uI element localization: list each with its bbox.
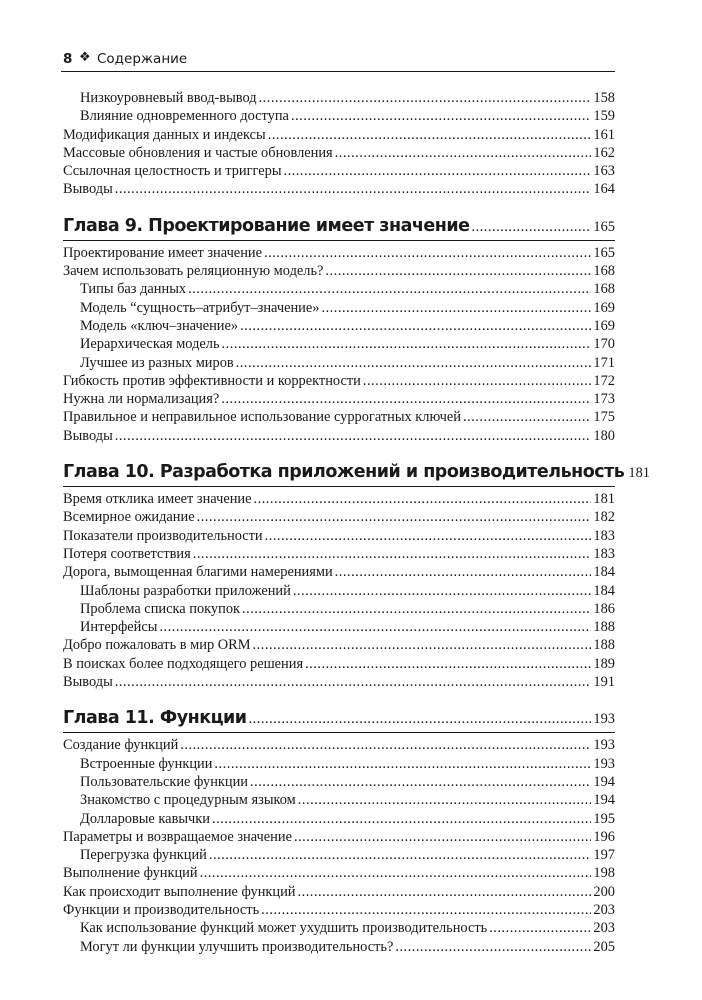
toc-title: Выводы [63, 427, 113, 444]
dot-leader [305, 655, 591, 673]
toc-page-number: 183 [593, 545, 615, 562]
toc-subentry [63, 755, 615, 773]
toc-entry [63, 527, 615, 545]
toc-page-number: 194 [593, 773, 615, 790]
dot-leader [293, 582, 592, 600]
toc-page-number: 197 [593, 847, 615, 864]
toc-page-number: 164 [593, 181, 615, 198]
toc-subentry [63, 938, 615, 956]
toc-page-number: 191 [593, 674, 615, 691]
toc-page-number: 165 [593, 218, 615, 235]
toc-page-number: 188 [593, 637, 615, 654]
toc-page-number: 181 [593, 491, 615, 508]
toc-entry [63, 427, 615, 445]
dot-leader [197, 508, 592, 526]
toc-title: Нужна ли нормализация? [63, 391, 220, 408]
toc-title: Всемирное ожидание [63, 509, 195, 526]
toc-entry [63, 563, 615, 581]
dot-leader [268, 126, 592, 144]
dot-leader [259, 89, 592, 107]
toc-entry [63, 162, 615, 180]
dot-leader [335, 144, 592, 162]
toc-title: Низкоуровневый ввод-вывод [80, 90, 257, 106]
toc-entry [63, 673, 615, 691]
toc-subentry [63, 335, 615, 353]
toc-title: Правильное и неправильное использование суррогатных ключей [63, 409, 462, 426]
dot-leader [264, 244, 591, 262]
toc-title: Пользовательские функции [80, 773, 248, 790]
toc-page-number: 170 [593, 336, 615, 353]
toc-page-number: 203 [593, 901, 615, 918]
toc-page-number: 181 [628, 465, 650, 482]
dot-leader [222, 335, 592, 353]
toc-page-number: 169 [593, 317, 615, 334]
toc-title: Модель “сущность–атрибут–значение» [80, 299, 320, 316]
toc-page-number: 180 [593, 427, 615, 444]
toc-page-number: 159 [593, 108, 615, 125]
toc-subentry [63, 919, 615, 937]
toc-title: Зачем использовать реляционную модель? [63, 263, 324, 280]
toc-entry [63, 901, 615, 919]
toc-entry [63, 244, 615, 262]
toc-entry [63, 262, 615, 280]
toc-title: Функции и производительность [63, 901, 260, 918]
toc-title: Как использование функций может ухудшить производительность [80, 920, 488, 937]
dot-leader [200, 864, 592, 882]
toc-page-number: 200 [593, 883, 615, 900]
toc-title: Модель «ключ–значение» [80, 317, 239, 334]
toc-title: Выполнение функций [63, 865, 198, 882]
toc-page-number: 186 [593, 600, 615, 617]
dot-leader [471, 215, 591, 239]
toc-page-number: 173 [593, 391, 615, 408]
dot-leader [115, 180, 592, 198]
toc-title: Показатели производительности [63, 527, 263, 544]
dot-leader [489, 919, 591, 937]
dot-leader [321, 299, 591, 317]
table-of-contents [63, 89, 650, 956]
toc-page-number: 184 [593, 564, 615, 581]
toc-title: Проектирование имеет значение [63, 244, 262, 261]
toc-title: Интерфейсы [80, 619, 158, 636]
toc-title: Выводы [63, 674, 113, 691]
toc-entry [63, 828, 615, 846]
dot-leader [115, 673, 592, 691]
toc-chapter-heading [63, 214, 615, 241]
toc-page-number: 195 [593, 810, 615, 827]
toc-title: Лучшее из разных миров [80, 354, 234, 371]
toc-title: Гибкость против эффективности и корректности [63, 372, 361, 389]
toc-chapter-heading [63, 460, 650, 487]
dot-leader [212, 810, 591, 828]
toc-subentry [63, 846, 615, 864]
toc-title: Добро пожаловать в мир ORM [63, 637, 251, 654]
dot-leader [463, 408, 591, 426]
toc-page-number: 165 [593, 244, 615, 261]
toc-title: Выводы [63, 181, 113, 198]
toc-title: В поисках более подходящего решения [63, 655, 304, 672]
toc-subentry [63, 791, 615, 809]
toc-title: Могут ли функции улучшить производительность? [80, 938, 394, 955]
toc-entry [63, 883, 615, 901]
toc-page-number: 161 [593, 126, 615, 143]
toc-entry [63, 144, 615, 162]
toc-title: Массовые обновления и частые обновления [63, 144, 333, 161]
dot-leader [261, 901, 591, 919]
dot-leader [298, 791, 592, 809]
toc-page-number: 194 [593, 792, 615, 809]
toc-title: Влияние одновременного доступа [80, 108, 289, 125]
toc-page-number: 196 [593, 828, 615, 845]
dot-leader [254, 490, 592, 508]
dot-leader [250, 773, 591, 791]
dot-leader [395, 938, 591, 956]
toc-entry [63, 636, 615, 654]
toc-title: Иерархическая модель [80, 336, 220, 353]
toc-page-number: 175 [593, 409, 615, 426]
dot-leader [325, 262, 591, 280]
dot-leader [253, 636, 592, 654]
dot-leader [240, 317, 591, 335]
toc-subentry [63, 773, 615, 791]
toc-page-number: 169 [593, 299, 615, 316]
toc-subentry [63, 280, 615, 298]
toc-title: Шаблоны разработки приложений [80, 582, 291, 599]
toc-page-number: 163 [593, 163, 615, 180]
running-header [61, 49, 615, 73]
toc-page-number: 193 [593, 711, 615, 728]
toc-chapter-heading [63, 706, 615, 733]
toc-entry [63, 126, 615, 144]
dot-leader [298, 883, 592, 901]
header-rule [61, 71, 615, 72]
toc-title: Время отклика имеет значение [63, 491, 252, 508]
toc-entry [63, 372, 615, 390]
toc-subentry [63, 618, 615, 636]
toc-subentry [63, 582, 615, 600]
toc-subentry [63, 107, 615, 125]
dot-leader [265, 527, 592, 545]
toc-page-number: 203 [593, 920, 615, 937]
toc-title: Проблема списка покупок [80, 600, 241, 617]
header-title: Содержание [97, 51, 188, 67]
dot-leader [249, 707, 592, 731]
toc-page-number: 193 [593, 755, 615, 772]
toc-page-number: 168 [593, 263, 615, 280]
toc-subentry [63, 600, 615, 618]
dot-leader [284, 162, 592, 180]
toc-subentry [63, 810, 615, 828]
dot-leader [291, 107, 591, 125]
dot-leader [188, 280, 591, 298]
dot-leader [180, 736, 591, 754]
toc-subentry [63, 317, 615, 335]
toc-page-number: 184 [593, 582, 615, 599]
toc-page-number: 193 [593, 737, 615, 754]
toc-subentry [63, 89, 615, 107]
dot-leader [363, 372, 592, 390]
toc-page-number: 162 [593, 144, 615, 161]
toc-entry [63, 180, 615, 198]
toc-title: Параметры и возвращаемое значение [63, 828, 292, 845]
toc-title: Долларовые кавычки [80, 810, 210, 827]
toc-subentry [63, 299, 615, 317]
toc-title: Перегрузка функций [80, 847, 207, 864]
toc-entry [63, 655, 615, 673]
toc-entry [63, 490, 615, 508]
toc-title: Типы баз данных [80, 281, 187, 298]
page-number: 8 [63, 51, 73, 67]
toc-entry [63, 736, 615, 754]
toc-page-number: 182 [593, 509, 615, 526]
toc-page-number: 168 [593, 281, 615, 298]
toc-entry [63, 390, 615, 408]
dot-leader [159, 618, 591, 636]
toc-title: Создание функций [63, 737, 179, 754]
dot-leader [193, 545, 592, 563]
toc-entry [63, 408, 615, 426]
toc-page-number: 171 [593, 354, 615, 371]
toc-page-number: 158 [593, 90, 615, 106]
toc-title: Глава 10. Разработка приложений и производительность [63, 462, 625, 483]
dot-leader [115, 427, 592, 445]
toc-page-number: 189 [593, 655, 615, 672]
toc-title: Дорога, вымощенная благими намерениями [63, 564, 333, 581]
toc-entry [63, 508, 615, 526]
toc-page-number: 198 [593, 865, 615, 882]
toc-entry [63, 545, 615, 563]
dot-leader [209, 846, 592, 864]
toc-title: Ссылочная целостность и триггеры [63, 163, 282, 180]
toc-title: Потеря соответствия [63, 545, 191, 562]
dot-leader [335, 563, 592, 581]
toc-page-number: 172 [593, 372, 615, 389]
toc-title: Глава 9. Проектирование имеет значение [63, 215, 470, 236]
toc-entry [63, 864, 615, 882]
toc-subentry [63, 354, 615, 372]
dot-leader [214, 755, 591, 773]
dot-leader [242, 600, 591, 618]
toc-title: Как происходит выполнение функций [63, 883, 296, 900]
toc-title: Модификация данных и индексы [63, 126, 266, 143]
dot-leader [294, 828, 591, 846]
toc-page-number: 183 [593, 527, 615, 544]
toc-page-number: 188 [593, 619, 615, 636]
ornament-icon: ❖ [79, 50, 91, 65]
toc-title: Знакомство с процедурным языком [80, 792, 296, 809]
dot-leader [221, 390, 591, 408]
dot-leader [236, 354, 592, 372]
toc-title: Встроенные функции [80, 755, 213, 772]
toc-page-number: 205 [593, 938, 615, 955]
toc-title: Глава 11. Функции [63, 708, 247, 729]
